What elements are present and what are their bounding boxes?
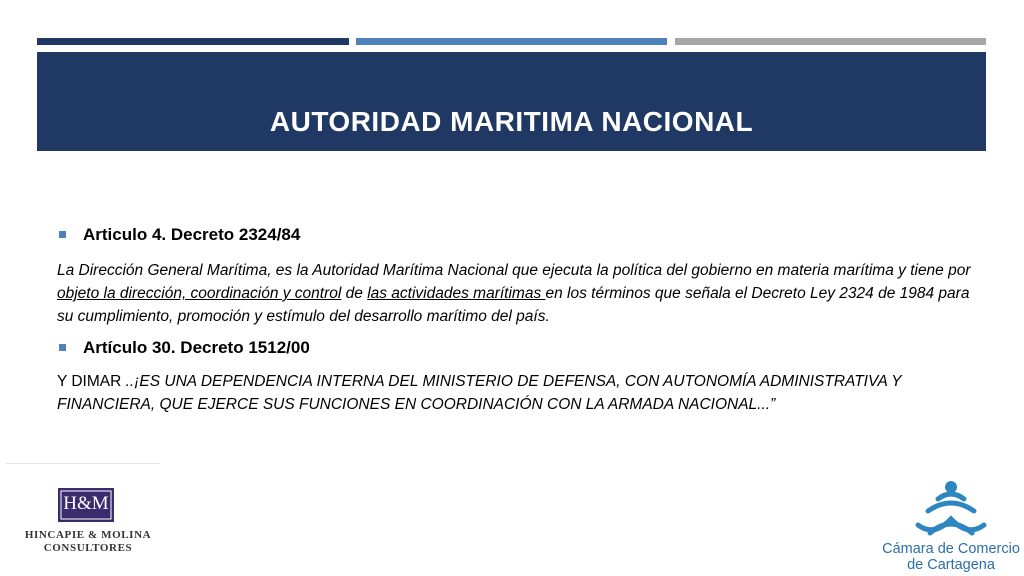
hm-monogram-box (58, 488, 114, 522)
underlined-text: las actividades marítimas (367, 285, 546, 302)
hm-subtitle: CONSULTORES (43, 542, 133, 554)
slide-title: AUTORIDAD MARITIMA NACIONAL (269, 106, 754, 137)
bullet-heading-articulo-4 (57, 225, 977, 247)
hm-name: HINCAPIE & MOLINA (24, 529, 152, 541)
header-accent-bar-navy (37, 38, 349, 45)
para-quote: ..¡ES UNA DEPENDENCIA INTERNA DEL MINISTERIO DE DEFENSA, CON AUTONOMÍA ADMINISTRATIVA Y FINANCIERA, QUE EJERCE SUS FUNCIONES EN COORDINACIÓN CON LA ARMADA NACIONAL...” (57, 373, 902, 413)
hm-monogram-text: H&M (63, 493, 109, 514)
para-text: La Dirección General Marítima, es la Autoridad Marítima Nacional que ejecuta la política del gobierno en materia marítima y tiene por (57, 262, 971, 279)
ccc-emblem-icon (878, 475, 1024, 543)
paragraph-articulo-4 (57, 259, 977, 328)
slide-content (57, 225, 977, 416)
square-bullet-icon (59, 231, 66, 238)
footer-divider (6, 463, 160, 464)
header-accent-bar-blue (356, 38, 667, 45)
heading-text: Articulo 4. Decreto 2324/84 (83, 225, 301, 244)
bullet-heading-articulo-30 (57, 338, 977, 360)
para-lead: Y DIMAR (57, 373, 126, 390)
para-text: de (341, 285, 368, 302)
square-bullet-icon (59, 344, 66, 351)
paragraph-articulo-30 (57, 370, 977, 416)
camara-comercio-cartagena-logo (878, 475, 1024, 576)
header-accent-bar-gray (675, 38, 986, 45)
hincapie-molina-logo (18, 485, 158, 555)
ccc-name-line1: Cámara de Comercio (882, 541, 1020, 557)
para-text: en los términos que señala el Decreto Ley 2324 de 1984 para su cumplimiento, promoción y estímulo del desarrollo marítimo del país. (57, 285, 970, 325)
underlined-text: objeto la dirección, coordinación y control (57, 285, 342, 302)
title-band (37, 52, 986, 151)
ccc-name-line2: de Cartagena (907, 557, 995, 573)
heading-text: Artículo 30. Decreto 1512/00 (83, 338, 310, 357)
